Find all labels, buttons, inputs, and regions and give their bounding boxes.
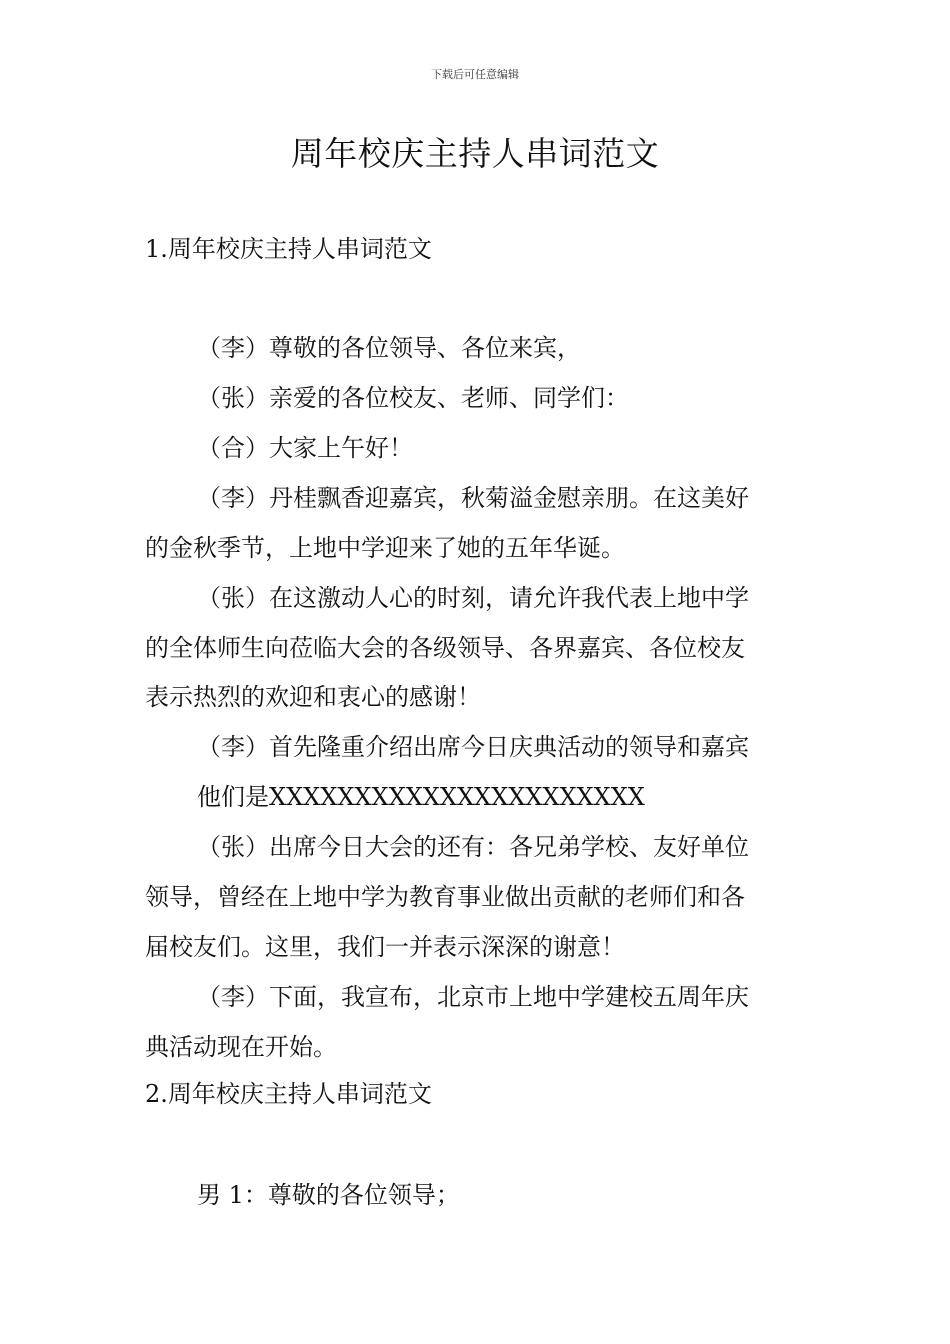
paragraph-line: 届校友们。这里，我们一并表示深深的谢意！ (145, 933, 625, 961)
paragraph-line: （李）尊敬的各位领导、各位来宾， (197, 334, 581, 362)
paragraph-line: （合）大家上午好！ (197, 434, 413, 462)
paragraph-line: （张）在这激动人心的时刻，请允许我代表上地中学 (197, 584, 749, 612)
paragraph-line: 男 1：尊敬的各位领导； (197, 1181, 460, 1209)
paragraph-line: 他们是XXXXXXXXXXXXXXXXXXXXXX (197, 783, 645, 811)
document-title: 周年校庆主持人串词范文 (290, 134, 660, 173)
paragraph-line: 表示热烈的欢迎和衷心的感谢！ (145, 683, 481, 711)
paragraph-line: （张）出席今日大会的还有：各兄弟学校、友好单位 (197, 833, 749, 861)
paragraph-line: 的全体师生向莅临大会的各级领导、各界嘉宾、各位校友 (145, 634, 745, 662)
header-note: 下载后可任意编辑 (431, 68, 519, 81)
paragraph-line: （李）丹桂飘香迎嘉宾，秋菊溢金慰亲朋。在这美好 (197, 484, 749, 512)
paragraph-line: 领导，曾经在上地中学为教育事业做出贡献的老师们和各 (145, 883, 745, 911)
paragraph-line: （张）亲爱的各位校友、老师、同学们： (197, 384, 629, 412)
paragraph-line: （李）首先隆重介绍出席今日庆典活动的领导和嘉宾 (197, 733, 749, 761)
section-heading-2: 2.周年校庆主持人串词范文 (145, 1080, 432, 1108)
paragraph-line: 典活动现在开始。 (145, 1033, 337, 1061)
paragraph-line: （李）下面，我宣布，北京市上地中学建校五周年庆 (197, 983, 749, 1011)
section-heading-1: 1.周年校庆主持人串词范文 (145, 235, 432, 263)
paragraph-line: 的金秋季节，上地中学迎来了她的五年华诞。 (145, 534, 625, 562)
